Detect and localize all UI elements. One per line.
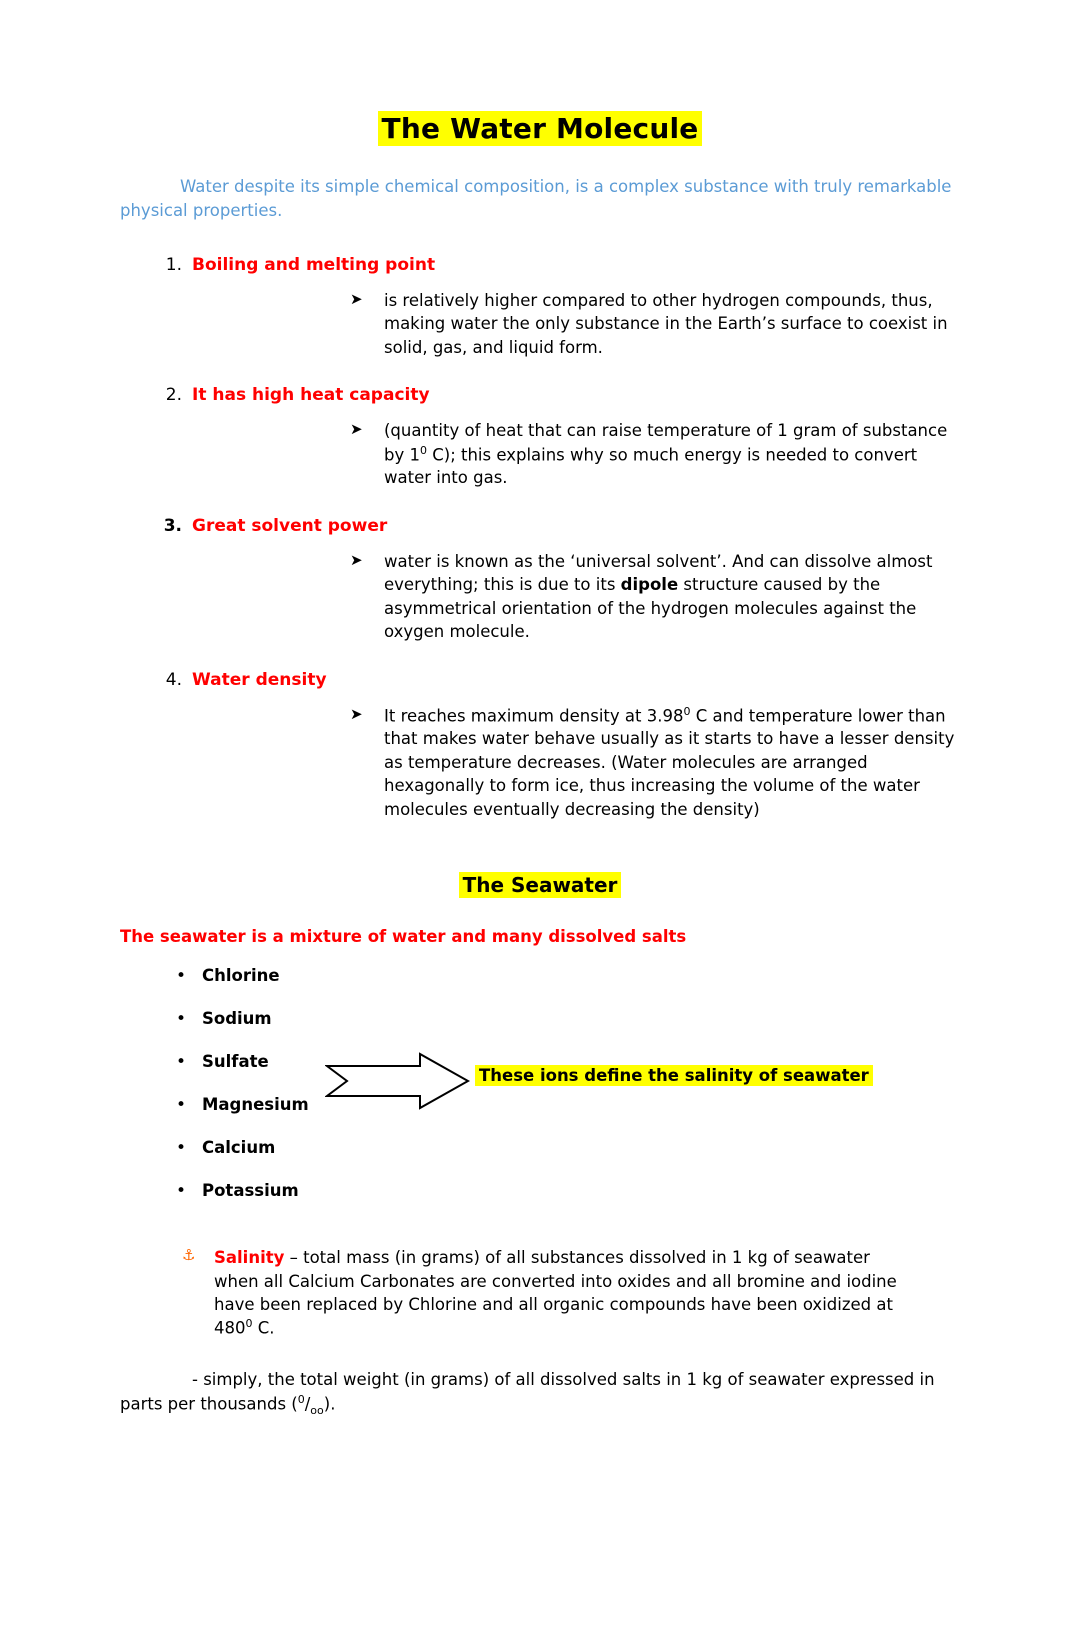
property-detail (120, 550, 960, 644)
salinity-text (214, 1246, 904, 1340)
intro-paragraph (120, 175, 960, 223)
closing-slash: / (304, 1394, 311, 1414)
property-title: Boiling and melting point (192, 254, 436, 275)
list-item (120, 385, 960, 490)
anchor-bullet-icon: ⚓ (182, 1246, 196, 1265)
ion-label: Calcium (202, 1138, 276, 1158)
property-detail (120, 704, 960, 822)
ion-label: Potassium (202, 1181, 299, 1201)
closing-pre: - simply, the total weight (in grams) of all dissolved salts in 1 kg of seawater expressed in parts per thousands ( (120, 1370, 935, 1414)
list-marker: 4. (165, 669, 182, 690)
bullet-icon: • (175, 1138, 186, 1159)
arrow-bullet-icon: ➤ (350, 420, 363, 439)
list-marker: 3. (163, 515, 182, 536)
properties-list (120, 255, 960, 821)
salinity-callout-text: These ions define the salinity of seawater (475, 1065, 873, 1086)
detail-superscript: 0 (419, 443, 427, 457)
detail-post: structure caused by the asymmetrical orientation of the hydrogen molecules against the oxygen molecule. (384, 575, 917, 642)
detail-pre: (quantity of heat that can raise temperature of 1 gram of substance by 1 (384, 421, 948, 465)
salinity-callout (475, 1066, 873, 1085)
property-heading (120, 670, 960, 690)
page-title (120, 0, 960, 145)
salinity-superscript: 0 (245, 1317, 253, 1331)
detail-superscript: 0 (683, 704, 691, 718)
bullet-icon: • (175, 1181, 186, 1202)
property-detail (120, 289, 960, 359)
property-detail-text (384, 550, 960, 644)
property-detail (120, 419, 960, 490)
ion-label: Magnesium (202, 1095, 309, 1115)
salinity-closing (120, 1368, 960, 1419)
list-item (120, 1181, 960, 1224)
salinity-body-post: C. (252, 1318, 275, 1338)
page-title-text: The Water Molecule (378, 111, 703, 146)
arrow-bullet-icon: ➤ (350, 289, 363, 308)
detail-post: C); this explains why so much energy is needed to convert water into gas. (384, 445, 918, 488)
list-item (120, 966, 960, 1009)
closing-superscript: 0 (297, 1393, 305, 1407)
property-title: Great solvent power (192, 515, 388, 536)
bullet-icon: • (175, 1009, 186, 1030)
detail-pre: water is known as the ‘universal solvent’. And can dissolve almost everything; this is due to its (384, 551, 933, 595)
bullet-icon: • (175, 1052, 186, 1073)
list-item (120, 516, 960, 644)
section-heading-seawater (120, 873, 960, 897)
ion-label: Chlorine (202, 966, 280, 986)
section-heading-text: The Seawater (459, 872, 622, 898)
closing-subscript: oo (310, 1404, 324, 1418)
bullet-icon: • (175, 1095, 186, 1116)
list-marker: 2. (165, 385, 182, 406)
ion-label: Sodium (202, 1009, 272, 1029)
bullet-icon: • (175, 966, 186, 987)
property-heading (120, 516, 960, 536)
salinity-body-pre: – total mass (in grams) of all substances dissolved in 1 kg of seawater when all Calcium Carbonates are converted into oxides and all bromine and iodine have been replaced by Chlorine and all organic compounds have been oxidized at 480 (214, 1248, 897, 1338)
property-title: Water density (192, 669, 327, 690)
list-item (120, 670, 960, 822)
intro-text: Water despite its simple chemical composition, is a complex substance with truly remarkable physical properties. (120, 177, 952, 220)
right-arrow-icon (325, 1052, 470, 1110)
salinity-term: Salinity (214, 1248, 285, 1268)
property-detail-text: is relatively higher compared to other hydrogen compounds, thus, making water the only substance in the Earth’s surface to coexist in solid, gas, and liquid form. (384, 290, 948, 357)
salinity-definition (120, 1246, 960, 1340)
list-item (120, 1009, 960, 1052)
seawater-lead: The seawater is a mixture of water and many dissolved salts (120, 927, 687, 947)
list-marker: 1. (165, 254, 182, 275)
property-heading (120, 255, 960, 275)
detail-emphasis: dipole (620, 575, 679, 595)
arrow-bullet-icon: ➤ (350, 550, 363, 569)
list-item (120, 1095, 960, 1138)
property-detail-text (384, 419, 960, 490)
closing-post: ). (323, 1394, 336, 1414)
property-detail-text (384, 704, 960, 822)
property-title: It has high heat capacity (192, 385, 430, 406)
list-item (120, 255, 960, 359)
ion-label: Sulfate (202, 1052, 269, 1072)
detail-pre: It reaches maximum density at 3.98 (384, 706, 684, 726)
list-item (120, 1138, 960, 1181)
detail-post: C and temperature lower than that makes water behave usually as it starts to have a lesser density as temperature decreases. (Water molecules are arranged hexagonally to form ice, thus increasing the volume of the water molecules eventually decreasing the density) (384, 706, 955, 819)
property-heading (120, 385, 960, 405)
arrow-bullet-icon: ➤ (350, 704, 363, 723)
ion-list (120, 966, 960, 1224)
